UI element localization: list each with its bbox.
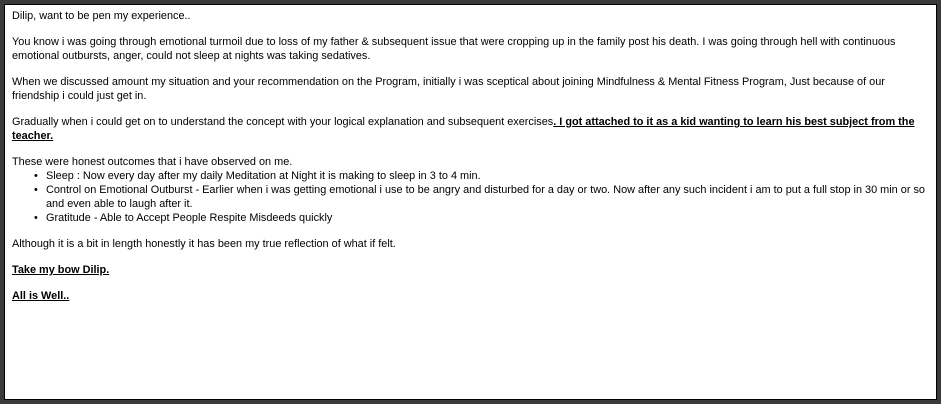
greeting-line: Dilip, want to be pen my experience.. — [12, 10, 191, 22]
list-item — [34, 211, 930, 225]
outcomes-list — [12, 169, 930, 225]
paragraph-program: When we discussed amount my situation and your recommendation on the Program, initially i was sceptical about joining Mindfulness & Mental Fitness Program, Just because of our friendship i could just get in. — [12, 76, 885, 102]
list-item — [34, 169, 930, 183]
closing-paragraph: Although it is a bit in length honestly it has been my true reflection of what if felt. — [12, 238, 396, 250]
outcome-gratitude: Gratitude - Able to Accept People Respite Misdeeds quickly — [46, 212, 333, 224]
outcomes-intro: These were honest outcomes that i have observed on me. — [12, 156, 293, 168]
list-item — [34, 183, 930, 211]
outcome-sleep: Sleep : Now every day after my daily Meditation at Night it is making to sleep in 3 to 4 min. — [46, 170, 481, 182]
signoff-bow: Take my bow Dilip. — [12, 264, 110, 276]
paragraph-turmoil: You know i was going through emotional turmoil due to loss of my father & subsequent issue that were cropping up in the family post his death. I was going through hell with continuous emotional outbursts, anger, could not sleep at nights was taking sedatives. — [12, 36, 896, 62]
attachment-plain-text: Gradually when i could get on to understand the concept with your logical explanation and subsequent exercises — [12, 116, 554, 128]
paragraph-attachment — [12, 115, 930, 143]
bullet-icon: • — [34, 212, 38, 224]
signoff-all-is-well: All is Well.. — [12, 290, 70, 302]
bullet-icon: • — [34, 184, 38, 196]
attachment-bold-text: . I got attached to it as a kid wanting to learn his best subject from the teacher. — [12, 116, 915, 142]
outcome-emotional-control: Control on Emotional Outburst - Earlier when i was getting emotional i use to be angry and disturbed for a day or two. Now after any such incident i am to put a full stop in 30 min or so and even able to laugh after it. — [46, 184, 925, 210]
bullet-icon: • — [34, 170, 38, 182]
letter-document — [4, 4, 937, 400]
